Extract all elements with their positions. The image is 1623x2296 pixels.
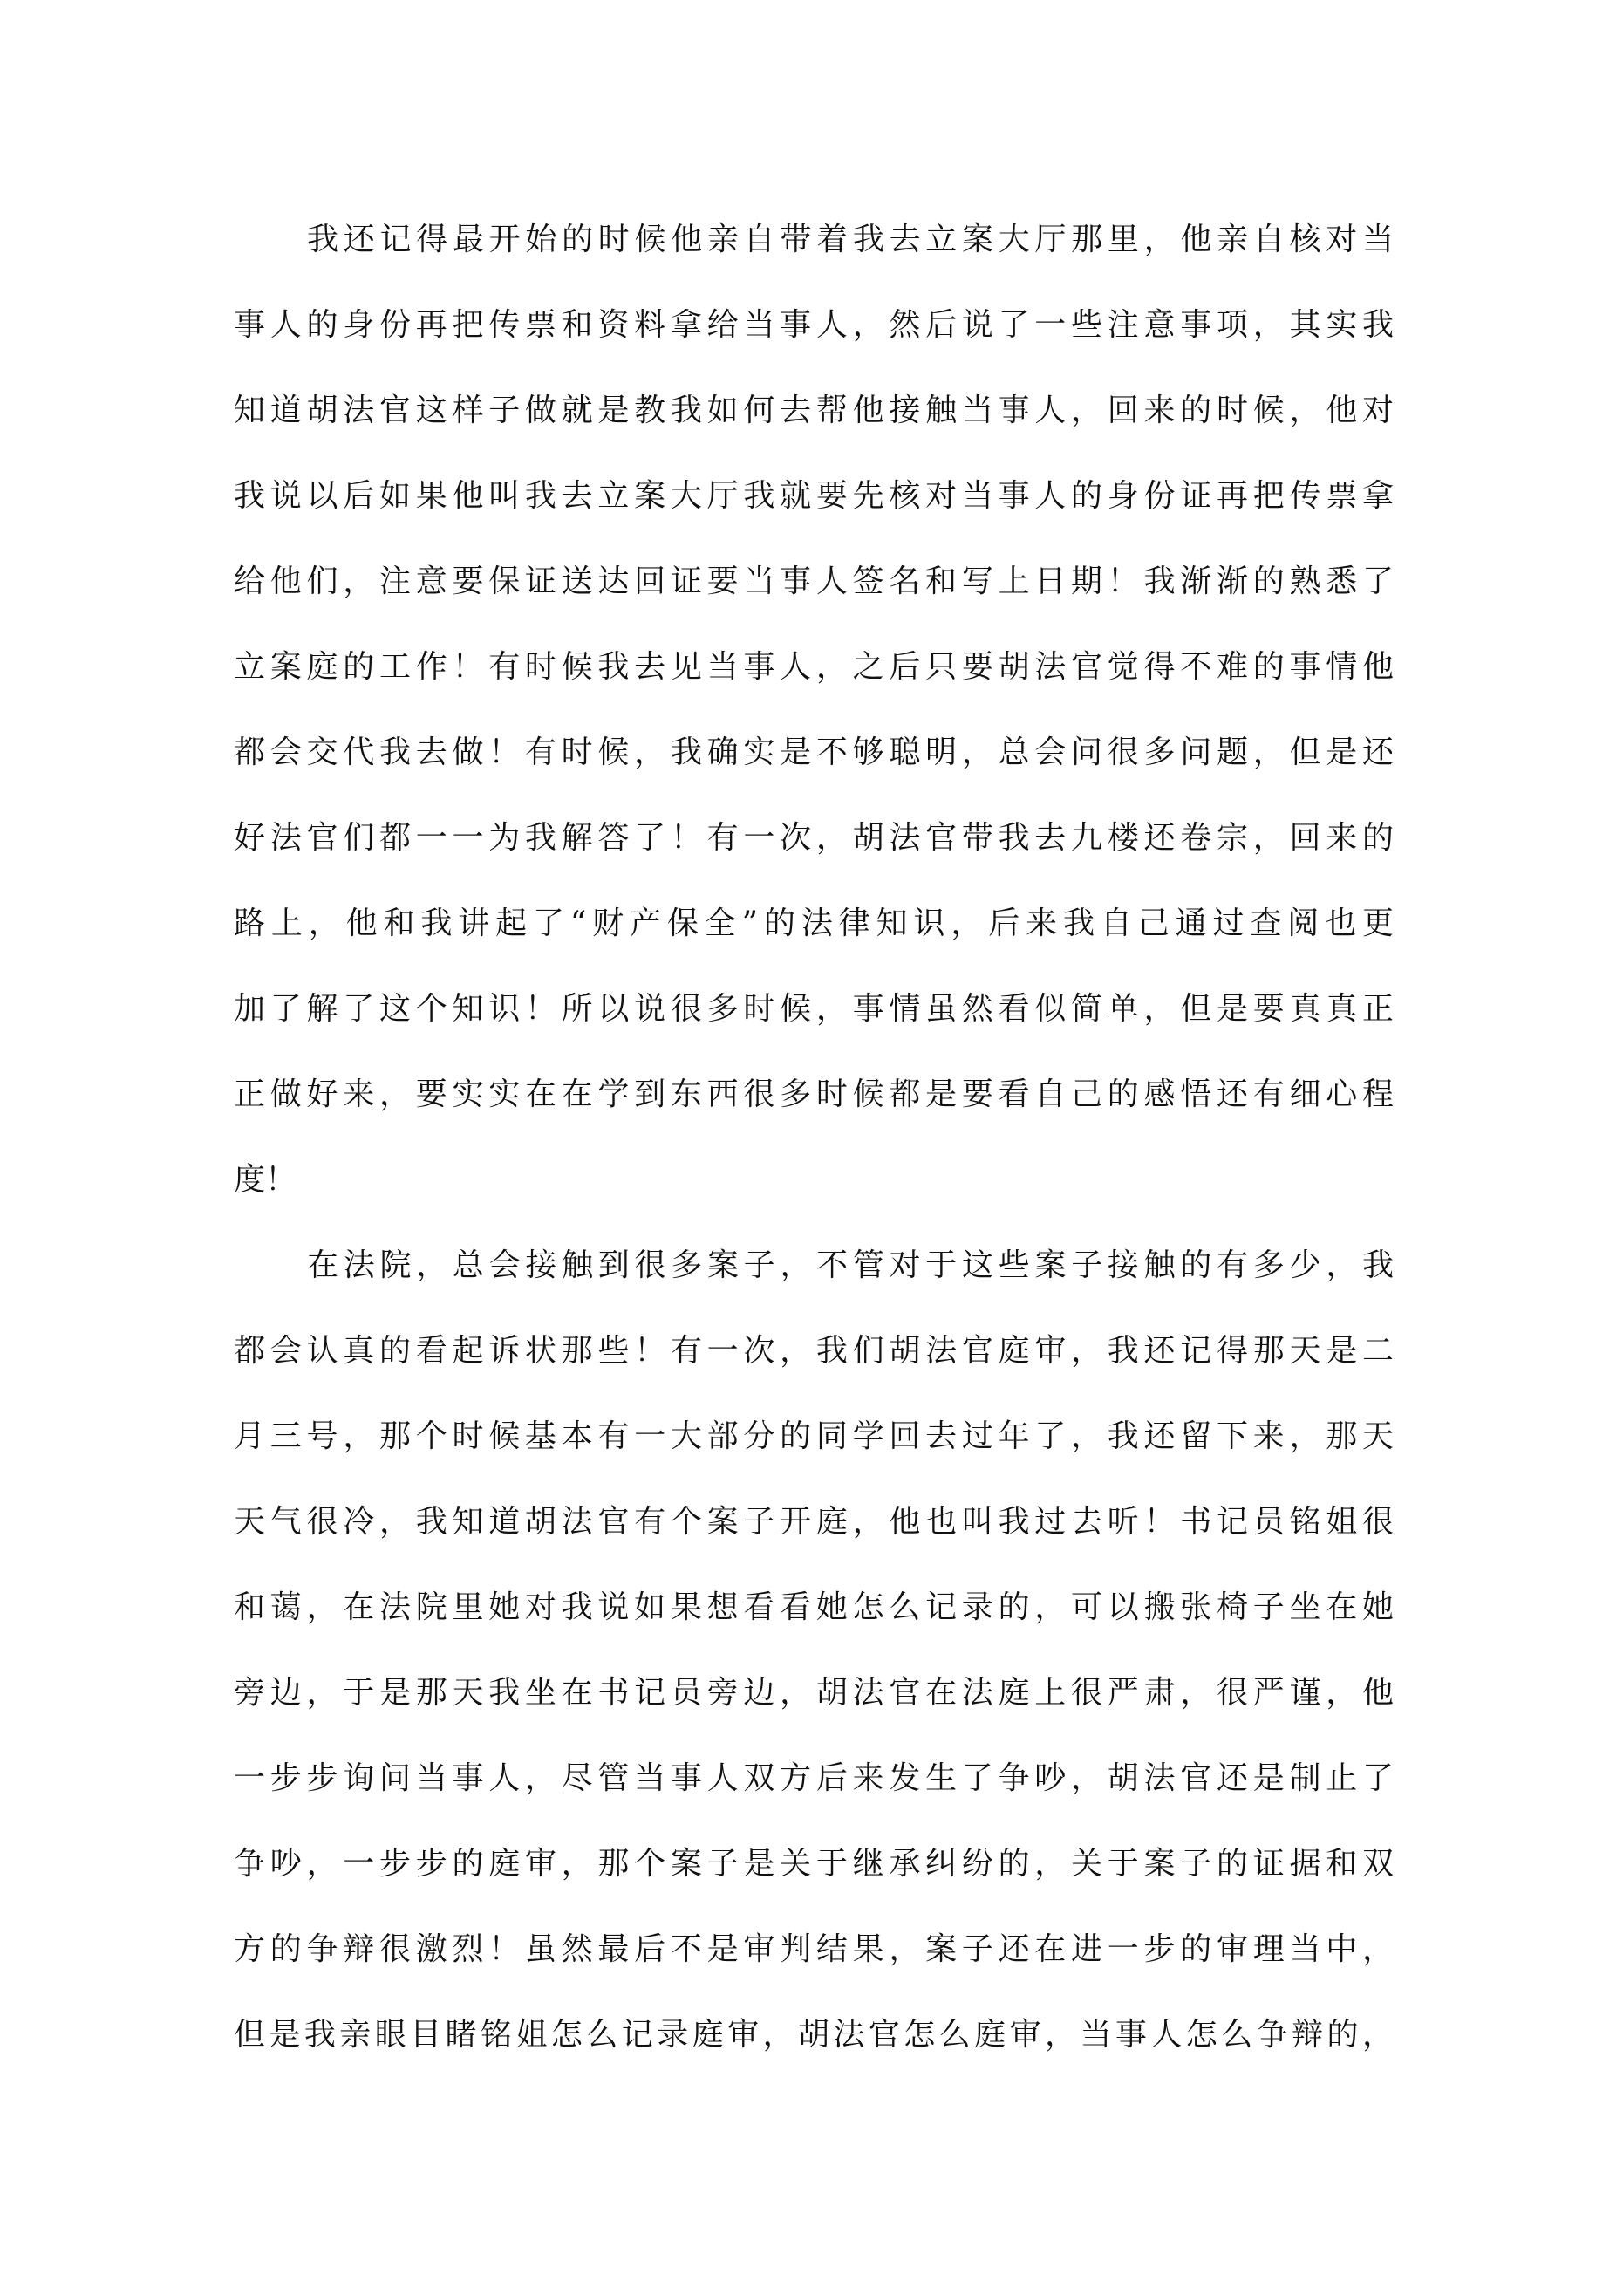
- text-line: 立案庭的工作！有时候我去见当事人，之后只要胡法官觉得不难的事情他: [234, 649, 1394, 685]
- text-line: 给他们，注意要保证送达回证要当事人签名和写上日期！我渐渐的熟悉了: [234, 564, 1394, 599]
- text-line: 路上，他和我讲起了“财产保全”的法律知识，后来我自己通过查阅也更: [234, 905, 1394, 941]
- text-line: 一步步询问当事人，尽管当事人双方后来发生了争吵，胡法官还是制止了: [234, 1760, 1394, 1796]
- text-line: 事人的身份再把传票和资料拿给当事人，然后说了一些注意事项，其实我: [234, 307, 1394, 343]
- text-line: 正做好来，要实实在在学到东西很多时候都是要看自己的感悟还有细心程: [234, 1076, 1394, 1112]
- text-line: 天气很冷，我知道胡法官有个案子开庭，他也叫我过去听！书记员铭姐很: [234, 1504, 1394, 1540]
- text-line: 但是我亲眼目睹铭姐怎么记录庭审，胡法官怎么庭审，当事人怎么争辩的，: [234, 2017, 1394, 2053]
- text-line: 好法官们都一一为我解答了！有一次，胡法官带我去九楼还卷宗，回来的: [234, 820, 1394, 856]
- text-line: 都会交代我去做！有时候，我确实是不够聪明，总会问很多问题，但是还: [234, 735, 1394, 770]
- text-line: 旁边，于是那天我坐在书记员旁边，胡法官在法庭上很严肃，很严谨，他: [234, 1675, 1394, 1711]
- text-line: 加了解了这个知识！所以说很多时候，事情虽然看似简单，但是要真真正: [234, 991, 1394, 1027]
- text-line: 我说以后如果他叫我去立案大厅我就要先核对当事人的身份证再把传票拿: [234, 478, 1394, 514]
- paragraph-1: [234, 209, 1394, 1235]
- paragraph-2: [234, 1235, 1394, 2090]
- text-line: 争吵，一步步的庭审，那个案子是关于继承纠纷的，关于案子的证据和双: [234, 1846, 1394, 1882]
- text-line: 月三号，那个时候基本有一大部分的同学回去过年了，我还留下来，那天: [234, 1418, 1394, 1454]
- text-line: 知道胡法官这样子做就是教我如何去帮他接触当事人，回来的时候，他对: [234, 393, 1394, 428]
- text-line: 和蔼，在法院里她对我说如果想看看她怎么记录的，可以搬张椅子坐在她: [234, 1589, 1394, 1625]
- body-text: [234, 209, 1394, 2090]
- text-line: 我还记得最开始的时候他亲自带着我去立案大厅那里，他亲自核对当: [307, 222, 1394, 257]
- text-line: 都会认真的看起诉状那些！有一次，我们胡法官庭审，我还记得那天是二: [234, 1333, 1394, 1369]
- text-line: 方的争辩很激烈！虽然最后不是审判结果，案子还在进一步的审理当中，: [234, 1931, 1394, 1967]
- text-line: 度！: [234, 1162, 297, 1198]
- text-line: 在法院，总会接触到很多案子，不管对于这些案子接触的有多少，我: [307, 1247, 1394, 1283]
